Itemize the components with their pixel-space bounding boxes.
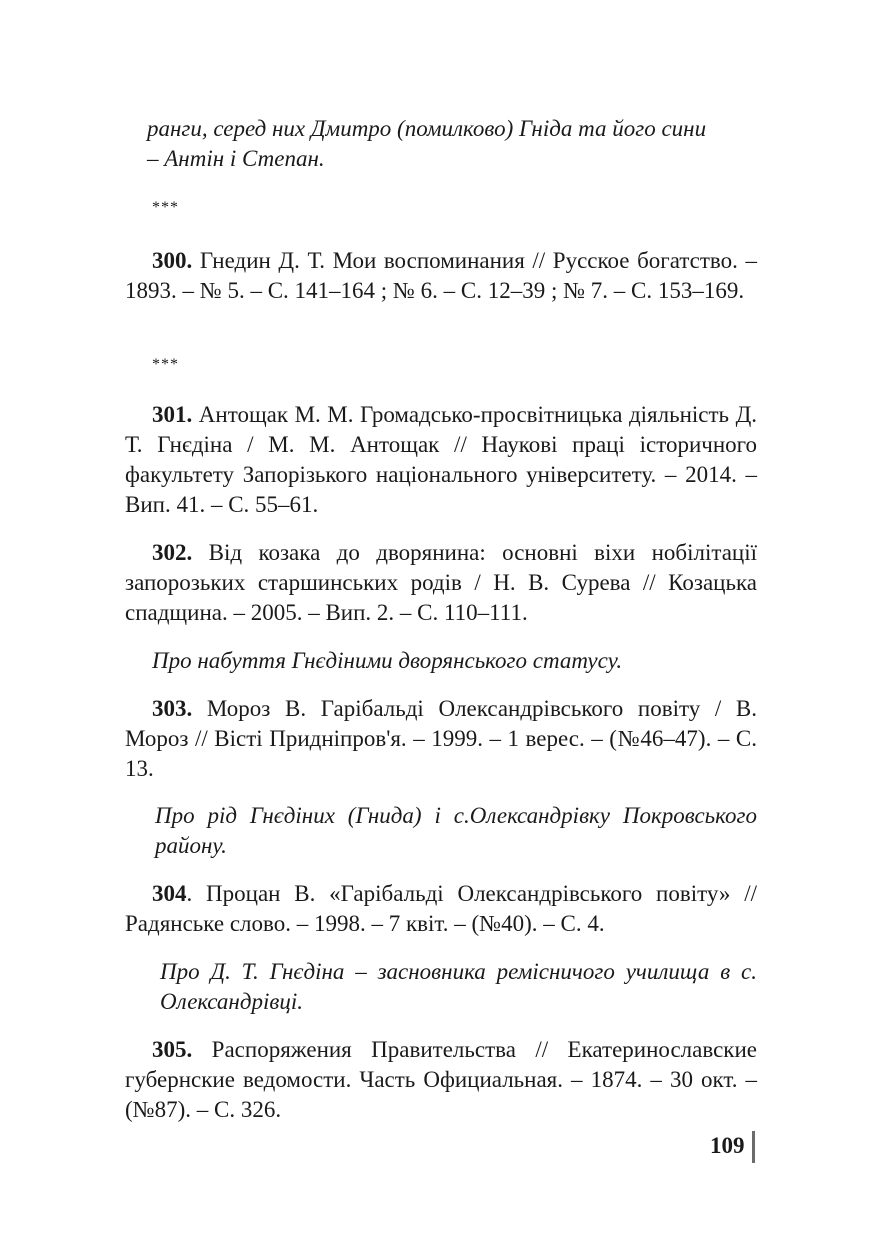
entry-text: Антощак М. М. Громадсько-просвітницька діяльність Д. Т. Гнєдіна / М. М. Антощак // Наукові праці історичного факультету Запорізького національного університету. – 2014. – Вип. 41. – С. 55–61. (125, 402, 758, 517)
entry-302 (125, 538, 757, 628)
entry-text: Гнедин Д. Т. Мои воспоминания // Русское богатство. – 1893. – № 5. – С. 141–164 ; № 6. – С. 12–39 ; № 7. – С. 153–169. (125, 248, 757, 303)
entry-302-note: Про набуття Гнєдіними дворянського статусу. (152, 648, 623, 673)
entry-number: 304 (152, 881, 187, 906)
entry-300 (125, 246, 757, 306)
page-number: 109 (710, 1133, 745, 1158)
entry-text: Распоряжения Правительства // Екатеринославские губернские ведомости. Часть Официальная. – 1874. – 30 окт. – (№87). – С. 326. (125, 1037, 757, 1122)
continuation-line-2: – Антін і Степан. (147, 146, 325, 171)
entry-303 (125, 694, 757, 784)
entry-text: Від козака до дворянина: основні віхи нобілітації запорозьких старшинських родів / Н. В. Сурева // Козацька спадщина. – 2005. – Вип. 2. – С. 110–111. (125, 540, 758, 625)
entry-text: . Процан В. «Гарібальді Олександрівського повіту» // Радянське слово. – 1998. – 7 квіт. – (№40). – С. 4. (125, 881, 757, 936)
continuation-note (125, 114, 779, 174)
separator-1: *** (152, 199, 179, 216)
entry-number: 302. (152, 540, 193, 565)
continuation-line-1: ранги, серед них Дмитро (помилково) Гніда та його сини (147, 116, 707, 141)
entry-number: 300. (152, 248, 193, 273)
entry-301 (125, 400, 757, 520)
entry-305 (125, 1035, 757, 1125)
separator-2: *** (152, 356, 179, 373)
note-text: Про Д. Т. Гнєдіна – засновника ремісничого училища в с. Олександрівці. (160, 959, 757, 1014)
entry-303-note (155, 801, 757, 861)
entry-number: 305. (152, 1037, 193, 1062)
note-text: Про рід Гнєдіних (Гнида) і с.Олександрівку Покровського району. (155, 803, 757, 858)
entry-number: 301. (152, 402, 193, 427)
entry-number: 303. (152, 696, 193, 721)
entry-304 (125, 879, 757, 939)
entry-text: Мороз В. Гарібальді Олександрівського повіту / В. Мороз // Вісті Придніпров'я. – 1999. – 1 верес. – (№46–47). – С. 13. (125, 696, 758, 781)
page-number-bar (752, 1131, 755, 1163)
entry-304-note (160, 957, 757, 1017)
